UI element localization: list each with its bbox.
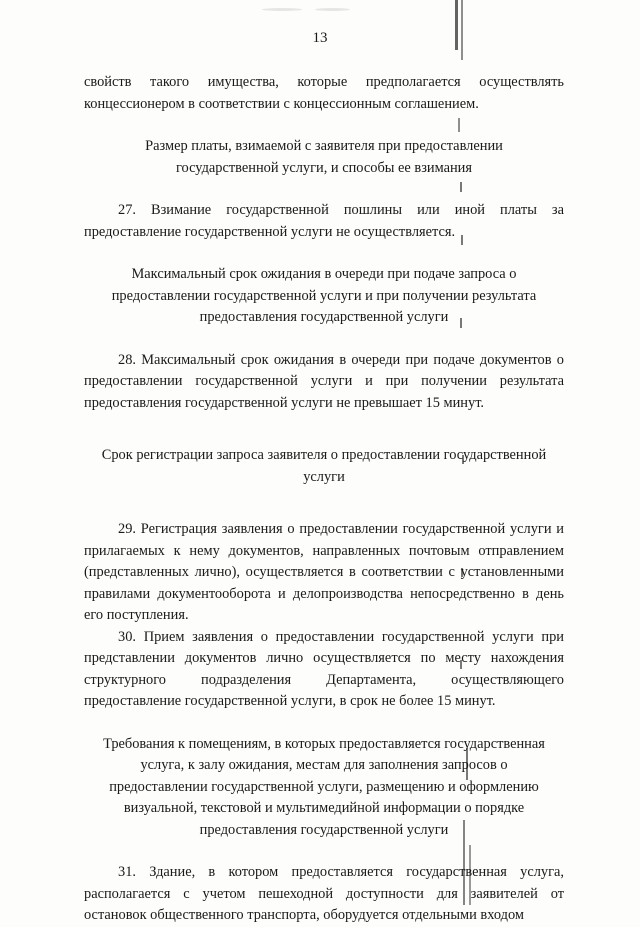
paragraph-28: 28. Максимальный срок ожидания в очереди при подаче документов о предоставлении государственной услуги и при получении результата предоставления государственной услуги не превышает 15 минут. bbox=[84, 351, 564, 411]
scan-smudge bbox=[315, 8, 350, 11]
section-heading-premises: Требования к помещениям, в которых предоставляется государственная услуга, к залу ожидания, местам для заполнения запросов о предоставлении государственной услуги, размещению и оформлению визуальной, текстовой и мультимедийной информации о порядке предоставления государственной услуги bbox=[103, 735, 545, 838]
section-heading-fee: Размер платы, взимаемой с заявителя при предоставлении государственной услуги, и способы ее взимания bbox=[145, 138, 503, 176]
paragraph-continuation: свойств такого имущества, которые предполагается осуществлять концессионером в соответствии с концессионным соглашением. bbox=[84, 74, 564, 112]
scan-smudge bbox=[262, 8, 302, 11]
document-body bbox=[84, 72, 564, 927]
paragraph-29: 29. Регистрация заявления о предоставлении государственной услуги и прилагаемых к нему документов, направленных почтовым отправлением (представленных лично), осуществляется в соответствии с установленными правилами документооборота и делопроизводства непосредственно в день его поступления. bbox=[84, 521, 564, 623]
paragraph-27: 27. Взимание государственной пошлины или иной платы за предоставление государственной услуги не осуществляется. bbox=[84, 202, 564, 240]
section-heading-registration: Срок регистрации запроса заявителя о предоставлении государственной услуги bbox=[101, 447, 547, 485]
paragraph-30: 30. Прием заявления о предоставлении государственной услуги при представлении документов лично осуществляется по месту нахождения структурного подразделения Департамента, осуществляющего предоставление государственной услуги, в срок не более 15 минут. bbox=[84, 628, 564, 709]
paragraph-31: 31. Здание, в котором предоставляется государственная услуга, располагается с учетом пешеходной доступности для заявителей от остановок общественного транспорта, оборудуется отдельными входом bbox=[84, 864, 564, 923]
page-number: 13 bbox=[312, 30, 328, 46]
section-heading-queue: Максимальный срок ожидания в очереди при подаче запроса о предоставлении государственной услуги и при получении результата предоставления государственной услуги bbox=[111, 266, 537, 325]
